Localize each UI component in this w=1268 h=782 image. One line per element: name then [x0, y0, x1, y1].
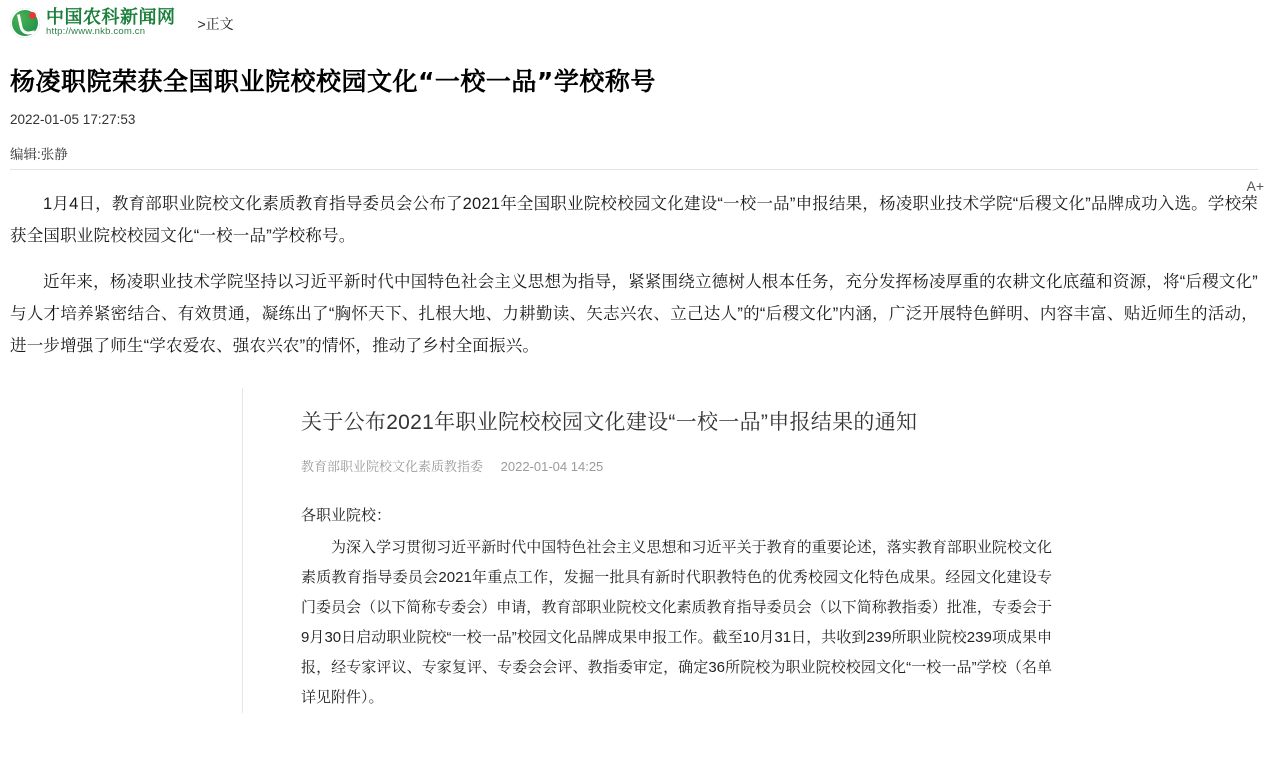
editor-label: 编辑:张静: [10, 147, 68, 162]
site-url: http://www.nkb.com.cn: [46, 26, 146, 38]
notice-body: [301, 501, 1052, 713]
notice-paragraph: 为深入学习贯彻习近平新时代中国特色社会主义思想和习近平关于教育的重要论述，落实教育部职业院校文化素质教育指导委员会2021年重点工作，发掘一批具有新时代职教特色的优秀校园文化特色成果。经园文化建设专门委员会（以下简称专委会）申请，教育部职业院校文化素质教育指导委员会（以下简称教指委）批准，专委会于9月30日启动职业院校“一校一品”校园文化品牌成果申报工作。截至10月31日，共收到239所职业院校239项成果申报，经专家评议、专家复评、专委会会评、教指委审定，确定36所院校为职业院校校园文化“一校一品”学校（名单详见附件）。: [301, 539, 1052, 706]
publish-time: 2022-01-05 17:27:53: [10, 112, 136, 127]
site-logo-text: [46, 6, 176, 38]
page-title: 杨凌职院荣获全国职业院校校园文化“一校一品”学校称号: [10, 67, 656, 96]
divider: [10, 169, 1258, 170]
notice-title: 关于公布2021年职业院校校园文化建设“一校一品”申报结果的通知: [301, 411, 918, 434]
site-header: [0, 0, 1268, 42]
notice-time: 2022-01-04 14:25: [500, 459, 604, 474]
embedded-notice-card: [242, 388, 1052, 713]
notice-meta: [301, 456, 1052, 475]
article-body: [10, 188, 1258, 362]
font-size-increase-button[interactable]: A+: [1246, 178, 1264, 194]
notice-salutation: 各职业院校：: [301, 507, 392, 524]
breadcrumb[interactable]: >正文: [197, 16, 234, 32]
notice-source: 教育部职业院校文化素质教指委: [301, 459, 484, 474]
site-name: 中国农科新闻网: [46, 6, 176, 28]
site-logo[interactable]: [10, 8, 176, 38]
article-container: [0, 42, 1268, 713]
article-paragraph: 1月4日，教育部职业院校文化素质教育指导委员会公布了2021年全国职业院校校园文化建设“一校一品”申报结果，杨凌职业技术学院“后稷文化”品牌成功入选。学校荣获全国职业院校校园文化“一校一品”学校称号。: [10, 195, 1258, 245]
nkb-leaf-logo-icon: [10, 8, 40, 38]
article-paragraph: 近年来，杨凌职业技术学院坚持以习近平新时代中国特色社会主义思想为指导，紧紧围绕立德树人根本任务，充分发挥杨凌厚重的农耕文化底蕴和资源，将“后稷文化”与人才培养紧密结合、有效贯通，凝练出了“胸怀天下、扎根大地、力耕勤读、矢志兴农、立己达人”的“后稷文化”内涵，广泛开展特色鲜明、内容丰富、贴近师生的活动，进一步增强了师生“学农爱农、强农兴农”的情怀，推动了乡村全面振兴。: [10, 273, 1258, 355]
